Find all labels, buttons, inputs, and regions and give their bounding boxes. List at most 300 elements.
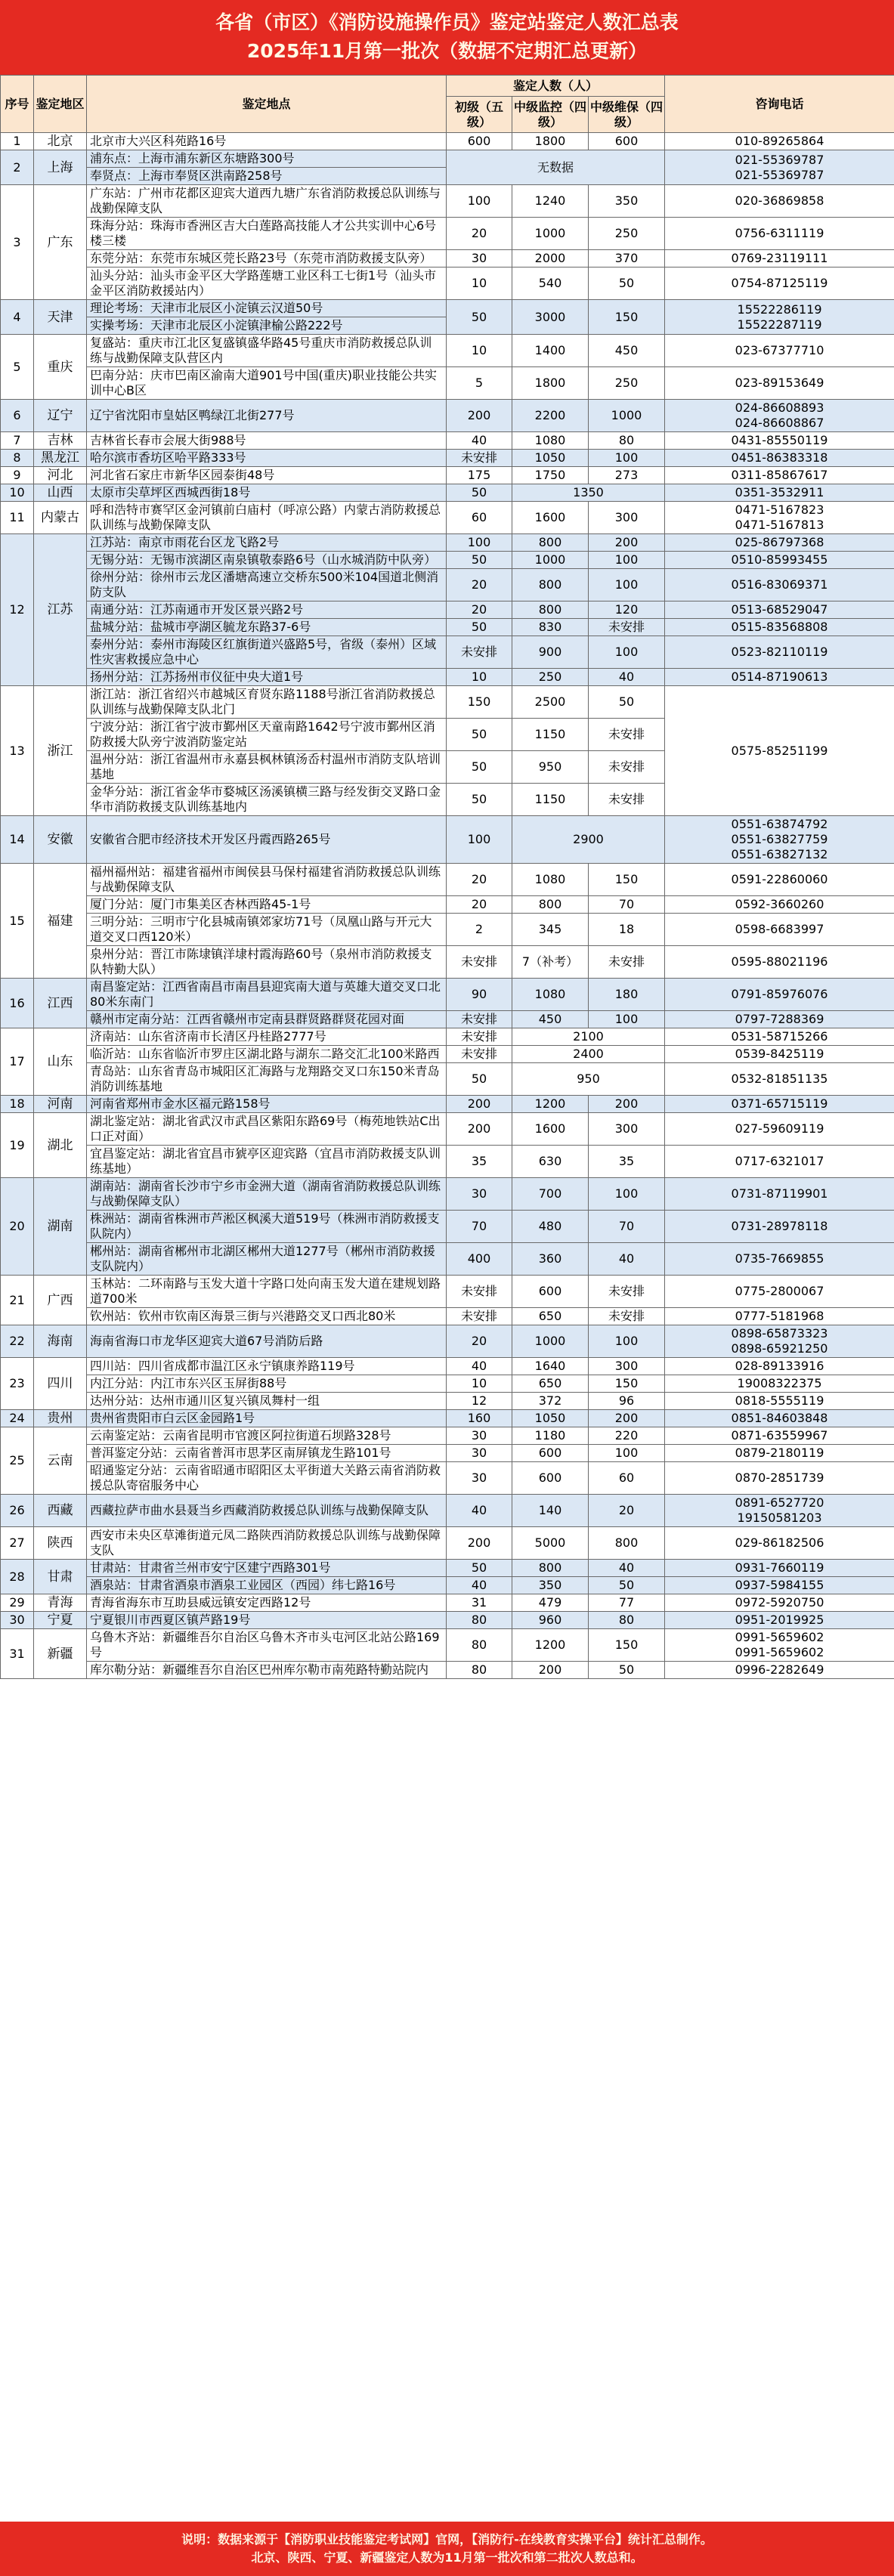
primary-count-cell: 160 [447,1410,512,1427]
maint-count-cell: 100 [589,552,665,569]
maint-count-cell: 150 [589,1375,665,1393]
table-row [1,914,894,946]
site-cell: 北京市大兴区科苑路16号 [87,133,447,150]
site-cell: 海南省海口市龙华区迎宾大道67号消防后路 [87,1325,447,1358]
seq-cell: 15 [1,864,34,979]
table-row [1,1560,894,1577]
primary-count-cell: 31 [447,1594,512,1612]
maint-count-cell: 50 [589,686,665,719]
monitor-count-cell: 950 [512,751,589,784]
site-cell: 库尔勒分站：新疆维吾尔自治区巴州库尔勒市南苑路特勤站院内 [87,1662,447,1679]
site-cell: 泉州分站：晋江市陈埭镇洋埭村霞海路60号（泉州市消防救援支队特勤大队） [87,946,447,979]
maint-count-cell: 100 [589,1178,665,1211]
title-line-1: 各省（市区）《消防设施操作员》鉴定站鉴定人数汇总表 [215,11,679,33]
monitor-count-cell: 1800 [512,367,589,400]
monitor-count-cell: 1150 [512,719,589,751]
site-cell: 郴州站：湖南省郴州市北湖区郴州大道1277号（郴州市消防救援支队院内） [87,1243,447,1276]
region-cell: 浙江 [34,686,87,816]
monitor-count-cell: 1000 [512,552,589,569]
primary-count-cell: 40 [447,1495,512,1527]
primary-count-cell: 200 [447,1527,512,1560]
primary-count-cell: 70 [447,1211,512,1243]
maint-count-cell: 200 [589,534,665,552]
maint-count-cell: 100 [589,450,665,467]
site-cell: 东莞分站：东莞市东城区莞长路23号（东莞市消防救援支队旁） [87,250,447,267]
maint-count-cell: 180 [589,979,665,1011]
monitor-count-cell: 450 [512,1011,589,1028]
monitor-count-cell: 1200 [512,1096,589,1113]
primary-count-cell: 未安排 [447,1028,512,1046]
region-cell: 天津 [34,300,87,335]
phone-cell: 023-67377710 [665,335,894,367]
seq-cell: 23 [1,1358,34,1410]
site-cell: 盐城分站：盐城市亭湖区毓龙东路37-6号 [87,619,447,636]
primary-count-cell: 未安排 [447,1011,512,1028]
table-row [1,1325,894,1358]
primary-count-cell: 175 [447,467,512,484]
site-cell: 昭通鉴定分站：云南省昭通市昭阳区太平街道大关路云南省消防救援总队寄宿服务中心 [87,1462,447,1495]
phone-cell: 028-89133916 [665,1358,894,1375]
footer-line-2: 北京、陕西、宁夏、新疆鉴定人数为11月第一批次和第二批次人数总和。 [251,2550,643,2565]
maint-count-cell: 未安排 [589,751,665,784]
monitor-count-cell: 1640 [512,1358,589,1375]
site-cell: 株洲站：湖南省株洲市芦淞区枫溪大道519号（株洲市消防救援支队院内） [87,1211,447,1243]
primary-count-cell: 10 [447,267,512,300]
seq-cell: 29 [1,1594,34,1612]
primary-count-cell: 30 [447,1178,512,1211]
region-cell: 北京 [34,133,87,150]
primary-count-cell: 50 [447,300,512,335]
primary-count-cell: 12 [447,1393,512,1410]
merged-count-cell: 2100 [512,1028,665,1046]
primary-count-cell: 20 [447,601,512,619]
merged-count-cell: 950 [512,1063,665,1096]
table-row [1,1096,894,1113]
primary-count-cell: 未安排 [447,450,512,467]
table-row [1,335,894,367]
maint-count-cell: 80 [589,1612,665,1629]
phone-cell: 023-89153649 [665,367,894,400]
site-cell: 内江分站：内江市东兴区玉屏街88号 [87,1375,447,1393]
seq-cell: 10 [1,484,34,502]
region-cell: 辽宁 [34,400,87,432]
footer-note [0,2522,894,2576]
site-cell: 青岛站：山东省青岛市城阳区汇海路与龙翔路交叉口东150米青岛消防训练基地 [87,1063,447,1096]
region-cell: 内蒙古 [34,502,87,534]
seq-cell: 1 [1,133,34,150]
site-cell: 广东站：广州市花都区迎宾大道西九塘广东省消防救援总队训练与战勤保障支队 [87,185,447,218]
region-cell: 湖北 [34,1113,87,1178]
phone-cell: 0513-68529047 [665,601,894,619]
monitor-count-cell: 1080 [512,979,589,1011]
region-cell: 云南 [34,1427,87,1495]
monitor-count-cell: 1000 [512,218,589,250]
seq-cell: 26 [1,1495,34,1527]
monitor-count-cell: 830 [512,619,589,636]
site-cell: 河南省郑州市金水区福元路158号 [87,1096,447,1113]
seq-cell: 11 [1,502,34,534]
maint-count-cell: 77 [589,1594,665,1612]
table-row [1,1577,894,1594]
primary-count-cell: 60 [447,502,512,534]
site-cell: 普洱鉴定分站：云南省普洱市思茅区南屏镇龙生路101号 [87,1445,447,1462]
phone-cell: 0717-6321017 [665,1146,894,1178]
primary-count-cell: 100 [447,185,512,218]
region-cell: 黑龙江 [34,450,87,467]
site-cell: 江苏站：南京市雨花台区龙飞路2号 [87,534,447,552]
maint-count-cell: 300 [589,502,665,534]
monitor-count-cell: 650 [512,1375,589,1393]
phone-number: 0891-6527720 [735,1495,824,1510]
phone-cell: 0818-5555119 [665,1393,894,1410]
site-cell: 湖北鉴定站：湖北省武汉市武昌区紫阳东路69号（梅苑地铁站C出口正对面） [87,1113,447,1146]
maint-count-cell: 300 [589,1113,665,1146]
maint-count-cell: 35 [589,1146,665,1178]
monitor-count-cell: 345 [512,914,589,946]
site-cell: 云南鉴定站：云南省昆明市官渡区阿拉街道石坝路328号 [87,1427,447,1445]
phone-cell: 0777-5181968 [665,1308,894,1325]
region-cell: 江苏 [34,534,87,686]
primary-count-cell: 10 [447,335,512,367]
table-row [1,1046,894,1063]
site-cell: 南通分站：江苏南通市开发区景兴路2号 [87,601,447,619]
maint-count-cell: 150 [589,1629,665,1662]
phone-cell: 0531-58715266 [665,1028,894,1046]
table-row [1,1410,894,1427]
primary-count-cell: 30 [447,1427,512,1445]
table-row [1,1211,894,1243]
monitor-count-cell: 600 [512,1462,589,1495]
site-cell: 玉林站：二环南路与玉发大道十字路口处向南玉发大道在建规划路道700米 [87,1276,447,1308]
region-cell: 四川 [34,1358,87,1410]
primary-count-cell: 30 [447,250,512,267]
table-row [1,1662,894,1679]
site-cell: 三明分站：三明市宁化县城南镇郊家坊71号（凤凰山路与开元大道交叉口西120米） [87,914,447,946]
monitor-count-cell: 800 [512,896,589,914]
monitor-count-cell: 800 [512,1560,589,1577]
table-row [1,946,894,979]
phone-cell [665,502,894,534]
maint-count-cell: 96 [589,1393,665,1410]
maint-count-cell: 600 [589,133,665,150]
site-cell: 酒泉站：甘肃省酒泉市酒泉工业园区（西园）纬七路16号 [87,1577,447,1594]
monitor-count-cell: 479 [512,1594,589,1612]
seq-cell: 5 [1,335,34,400]
phone-cell [665,1325,894,1358]
col-phone: 咨询电话 [665,76,894,133]
table-row [1,1445,894,1462]
site-cell: 西安市未央区草滩街道元凤二路陕西消防救援总队训练与战勤保障支队 [87,1527,447,1560]
table-row [1,1393,894,1410]
maint-count-cell: 18 [589,914,665,946]
monitor-count-cell: 1400 [512,335,589,367]
phone-cell: 029-86182506 [665,1527,894,1560]
primary-count-cell: 20 [447,569,512,601]
seq-cell: 25 [1,1427,34,1495]
phone-cell: 0371-65715119 [665,1096,894,1113]
site-cell: 金华分站：浙江省金华市婺城区汤溪镇横三路与经发街交叉路口金华市消防救援支队训练基地内 [87,784,447,816]
site-cell: 奉贤点：上海市奉贤区洪南路258号 [87,168,447,185]
site-cell: 宁夏银川市西夏区镇芦路19号 [87,1612,447,1629]
site-cell: 珠海分站：珠海市香洲区吉大白莲路高技能人才公共实训中心6号楼三楼 [87,218,447,250]
phone-cell: 0996-2282649 [665,1662,894,1679]
site-cell: 达州分站：达州市通川区复兴镇凤舞村一组 [87,1393,447,1410]
maint-count-cell: 220 [589,1427,665,1445]
seq-cell: 18 [1,1096,34,1113]
primary-count-cell: 200 [447,1096,512,1113]
phone-cell: 0754-87125119 [665,267,894,300]
maint-count-cell: 100 [589,1325,665,1358]
monitor-count-cell: 372 [512,1393,589,1410]
monitor-count-cell: 630 [512,1146,589,1178]
phone-cell [665,816,894,864]
site-cell: 浦东点：上海市浦东新区东塘路300号 [87,150,447,168]
primary-count-cell: 20 [447,896,512,914]
maint-count-cell: 未安排 [589,946,665,979]
maint-count-cell: 50 [589,1662,665,1679]
summary-table [0,75,894,1679]
maint-count-cell: 250 [589,218,665,250]
monitor-count-cell: 960 [512,1612,589,1629]
table-row [1,1113,894,1146]
table-row [1,150,894,168]
primary-count-cell: 未安排 [447,636,512,669]
site-cell: 临沂站：山东省临沂市罗庄区湖北路与湖东二路交汇北100米路西 [87,1046,447,1063]
col-primary: 初级（五级） [447,97,512,133]
seq-cell: 9 [1,467,34,484]
maint-count-cell: 370 [589,250,665,267]
primary-count-cell: 90 [447,979,512,1011]
site-cell: 福州福州站：福建省福州市闽侯县马保村福建省消防救援总队训练与战勤保障支队 [87,864,447,896]
maint-count-cell: 60 [589,1462,665,1495]
primary-count-cell: 50 [447,552,512,569]
table-row [1,467,894,484]
site-cell: 徐州分站：徐州市云龙区潘塘高速立交桥东500米104国道北侧消防支队 [87,569,447,601]
phone-number: 0898-65921250 [731,1341,828,1356]
primary-count-cell: 未安排 [447,1046,512,1063]
table-row [1,552,894,569]
monitor-count-cell: 1750 [512,467,589,484]
phone-number: 0471-5167813 [735,518,824,532]
primary-count-cell: 20 [447,218,512,250]
monitor-count-cell: 1600 [512,502,589,534]
phone-cell: 0972-5920750 [665,1594,894,1612]
monitor-count-cell: 800 [512,601,589,619]
maint-count-cell: 100 [589,636,665,669]
region-cell: 青海 [34,1594,87,1612]
table-row [1,432,894,450]
site-cell: 宜昌鉴定站：湖北省宜昌市猇亭区迎宾路（宜昌市消防救援支队训练基地） [87,1146,447,1178]
phone-cell [665,1495,894,1527]
phone-cell: 027-59609119 [665,1113,894,1146]
monitor-count-cell: 7（补考） [512,946,589,979]
monitor-count-cell: 600 [512,1445,589,1462]
primary-count-cell: 150 [447,686,512,719]
maint-count-cell: 70 [589,1211,665,1243]
primary-count-cell: 未安排 [447,946,512,979]
table-row [1,367,894,400]
region-cell: 山东 [34,1028,87,1096]
primary-count-cell: 50 [447,1560,512,1577]
phone-number: 021-55369787 [735,152,824,167]
region-cell: 山西 [34,484,87,502]
monitor-count-cell: 1050 [512,1410,589,1427]
region-cell: 广东 [34,185,87,300]
phone-number: 0991-5659602 [735,1645,824,1659]
primary-count-cell: 100 [447,816,512,864]
table-row [1,1594,894,1612]
region-cell: 甘肃 [34,1560,87,1594]
primary-count-cell: 50 [447,484,512,502]
monitor-count-cell: 1600 [512,1113,589,1146]
table-row [1,534,894,552]
monitor-count-cell: 800 [512,534,589,552]
maint-count-cell: 40 [589,669,665,686]
primary-count-cell: 50 [447,1063,512,1096]
seq-cell: 30 [1,1612,34,1629]
monitor-count-cell: 5000 [512,1527,589,1560]
maint-count-cell: 未安排 [589,1308,665,1325]
col-mid-monitor: 中级监控（四级） [512,97,589,133]
maint-count-cell: 350 [589,185,665,218]
primary-count-cell: 50 [447,719,512,751]
maint-count-cell: 150 [589,864,665,896]
region-cell: 新疆 [34,1629,87,1679]
site-cell: 济南站：山东省济南市长清区丹桂路2777号 [87,1028,447,1046]
phone-cell: 025-86797368 [665,534,894,552]
phone-cell: 0879-2180119 [665,1445,894,1462]
site-cell: 巴南分站：庆市巴南区渝南大道901号中国(重庆)职业技能公共实训中心B区 [87,367,447,400]
site-cell: 青海省海东市互助县威远镇安定西路12号 [87,1594,447,1612]
seq-cell: 22 [1,1325,34,1358]
site-cell: 浙江站：浙江省绍兴市越城区育贤东路1188号浙江省消防救援总队训练与战勤保障支队北门 [87,686,447,719]
region-cell: 贵州 [34,1410,87,1427]
table-row [1,1028,894,1046]
primary-count-cell: 10 [447,669,512,686]
monitor-count-cell: 1240 [512,185,589,218]
primary-count-cell: 50 [447,751,512,784]
primary-count-cell: 200 [447,1113,512,1146]
primary-count-cell: 50 [447,784,512,816]
table-row [1,484,894,502]
table-row [1,502,894,534]
maint-count-cell: 未安排 [589,619,665,636]
phone-number: 19150581203 [737,1511,822,1525]
table-row [1,1527,894,1560]
phone-number: 0898-65873323 [731,1326,828,1341]
site-cell: 河北省石家庄市新华区园泰街48号 [87,467,447,484]
phone-cell: 0451-86383318 [665,450,894,467]
phone-cell: 0871-63559967 [665,1427,894,1445]
table-row [1,1276,894,1308]
table-row [1,601,894,619]
phone-cell: 0539-8425119 [665,1046,894,1063]
monitor-count-cell: 2200 [512,400,589,432]
monitor-count-cell: 3000 [512,300,589,335]
table-row [1,1495,894,1527]
site-cell: 湖南站：湖南省长沙市宁乡市金洲大道（湖南省消防救援总队训练与战勤保障支队） [87,1178,447,1211]
maint-count-cell: 50 [589,267,665,300]
monitor-count-cell: 800 [512,569,589,601]
table-row [1,1427,894,1445]
primary-count-cell: 10 [447,1375,512,1393]
table-row [1,250,894,267]
maint-count-cell: 300 [589,1358,665,1375]
monitor-count-cell: 1200 [512,1629,589,1662]
phone-cell: 020-36869858 [665,185,894,218]
region-cell: 湖南 [34,1178,87,1276]
site-cell: 理论考场：天津市北辰区小淀镇云汉道50号 [87,300,447,317]
phone-cell: 0510-85993455 [665,552,894,569]
monitor-count-cell: 140 [512,1495,589,1527]
site-cell: 扬州分站：江苏扬州市仪征中央大道1号 [87,669,447,686]
primary-count-cell: 80 [447,1629,512,1662]
phone-number: 024-86608893 [735,400,824,415]
seq-cell: 14 [1,816,34,864]
table-row [1,1178,894,1211]
site-cell: 甘肃站：甘肃省兰州市安宁区建宁西路301号 [87,1560,447,1577]
maint-count-cell: 未安排 [589,784,665,816]
maint-count-cell: 50 [589,1577,665,1594]
maint-count-cell: 40 [589,1560,665,1577]
primary-count-cell: 600 [447,133,512,150]
phone-cell: 0951-2019925 [665,1612,894,1629]
phone-cell: 0595-88021196 [665,946,894,979]
phone-number: 0551-63874792 [731,817,828,831]
phone-cell: 0735-7669855 [665,1243,894,1276]
maint-count-cell: 100 [589,1011,665,1028]
maint-count-cell: 450 [589,335,665,367]
site-cell: 西藏拉萨市曲水县聂当乡西藏消防救援总队训练与战勤保障支队 [87,1495,447,1527]
table-row [1,1629,894,1662]
monitor-count-cell: 250 [512,669,589,686]
region-cell: 陕西 [34,1527,87,1560]
table-body [1,133,894,1679]
monitor-count-cell: 1050 [512,450,589,467]
phone-number: 0551-63827132 [731,847,828,861]
site-cell: 无锡分站：无锡市滨湖区南泉镇敬泰路6号（山水城消防中队旁） [87,552,447,569]
monitor-count-cell: 2000 [512,250,589,267]
phone-cell: 0775-2800067 [665,1276,894,1308]
phone-cell [665,300,894,335]
table-row [1,450,894,467]
primary-count-cell: 30 [447,1462,512,1495]
phone-cell: 0598-6683997 [665,914,894,946]
site-cell: 辽宁省沈阳市皇姑区鸭绿江北街277号 [87,400,447,432]
table-row [1,400,894,432]
phone-number: 0991-5659602 [735,1630,824,1644]
primary-count-cell: 40 [447,1577,512,1594]
maint-count-cell: 80 [589,432,665,450]
maint-count-cell: 150 [589,300,665,335]
phone-cell: 0523-82110119 [665,636,894,669]
phone-cell: 0791-85976076 [665,979,894,1011]
maint-count-cell: 20 [589,1495,665,1527]
seq-cell: 27 [1,1527,34,1560]
maint-count-cell: 1000 [589,400,665,432]
seq-cell: 21 [1,1276,34,1325]
merged-count-cell: 2900 [512,816,665,864]
seq-cell: 4 [1,300,34,335]
region-cell: 安徽 [34,816,87,864]
maint-count-cell: 100 [589,1445,665,1462]
phone-cell: 0756-6311119 [665,218,894,250]
table-row [1,1146,894,1178]
table-row [1,218,894,250]
maint-count-cell: 100 [589,569,665,601]
seq-cell: 20 [1,1178,34,1276]
monitor-count-cell: 200 [512,1662,589,1679]
